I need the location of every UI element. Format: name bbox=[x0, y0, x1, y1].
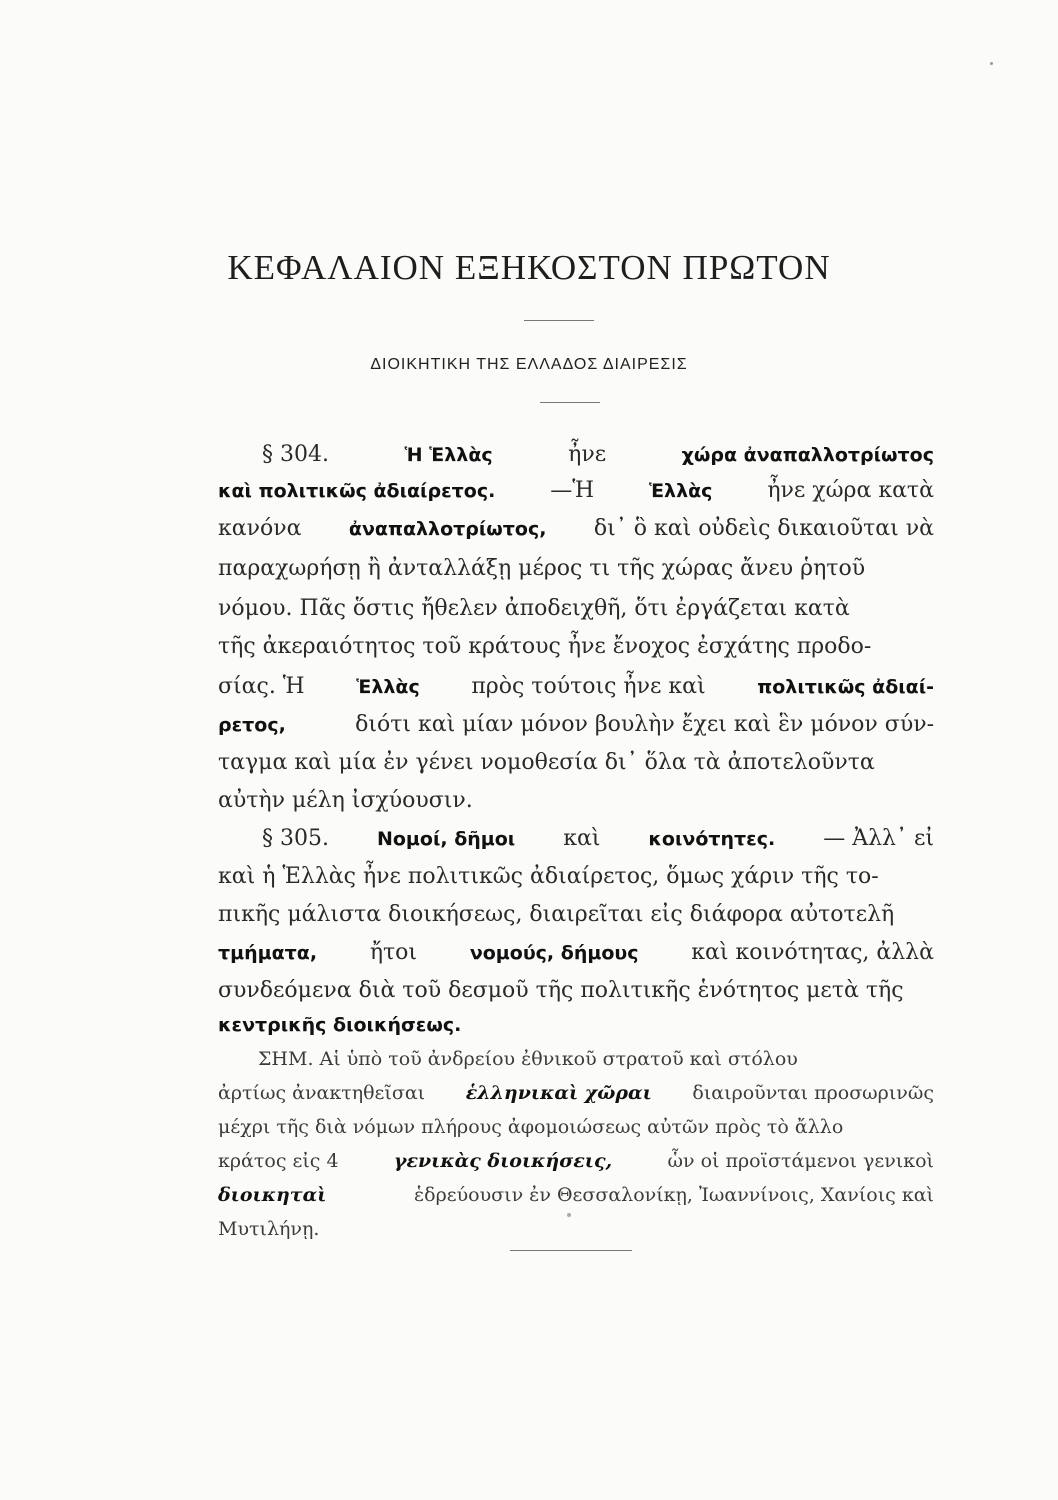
italic-term: ἑλληνικαὶ χῶραι bbox=[465, 1082, 652, 1104]
text-span: ταγμα καὶ μία ἐν γένει νομοθεσία δι᾽ ὅλα τὰ ἀποτελοῦντα bbox=[218, 750, 875, 775]
text-line bbox=[218, 750, 934, 790]
text-line bbox=[218, 788, 934, 828]
italic-term: διοικηταὶ bbox=[218, 1184, 327, 1206]
bold-term: Νομοί, δῆμοι bbox=[376, 828, 516, 850]
text-line bbox=[218, 978, 934, 1018]
italic-term: γενικὰς διοικήσεις, bbox=[393, 1150, 613, 1172]
divider-rule bbox=[540, 402, 600, 403]
text-span: ὧν οἱ προϊστάμενοι γενικοὶ bbox=[667, 1150, 934, 1172]
text-line bbox=[218, 674, 934, 714]
note-line bbox=[218, 1218, 934, 1252]
text-span: § 304. bbox=[262, 442, 329, 467]
text-span: σίας. Ἡ bbox=[218, 674, 305, 699]
text-span: ἀρτίως ἀνακτηθεῖσαι bbox=[218, 1082, 426, 1104]
text-line bbox=[218, 864, 934, 904]
note-line bbox=[218, 1048, 934, 1082]
text-span: τῆς ἀκεραιότητος τοῦ κράτους ἦνε ἔνοχος ἐσχάτης προδο- bbox=[218, 634, 872, 659]
text-span: καὶ κοινότητας, ἀλλὰ bbox=[691, 940, 934, 965]
bold-term: ἀναπαλλοτρίωτος, bbox=[348, 518, 547, 540]
bold-term: χώρα ἀναπαλλοτρίωτος bbox=[681, 444, 934, 466]
text-line bbox=[218, 478, 934, 518]
bold-term: κεντρικῆς διοικήσεως. bbox=[218, 1014, 462, 1036]
text-line bbox=[218, 556, 934, 596]
section-subtitle: ΔΙΟΙΚΗΤΙΚΗ ΤΗΣ ΕΛΛΑΔΟΣ ΔΙΑΙΡΕΣΙΣ bbox=[370, 356, 688, 373]
bold-term: νομούς, δήμους bbox=[469, 942, 639, 964]
bold-term: Ἑλλὰς bbox=[648, 480, 713, 502]
ink-dot bbox=[567, 1213, 571, 1217]
bold-term: Ἑλλὰς bbox=[356, 676, 420, 698]
bold-term: Ἡ Ἑλλὰς bbox=[404, 444, 493, 466]
bold-term: καὶ πολιτικῶς ἀδιαίρετος. bbox=[218, 480, 496, 502]
text-span: — Ἀλλ᾽ εἰ bbox=[823, 826, 934, 851]
text-span: καὶ ἡ Ἑλλὰς ἦνε πολιτικῶς ἀδιαίρετος, ὅμως χάριν τῆς το- bbox=[218, 864, 879, 889]
bold-term: τμήματα, bbox=[218, 942, 318, 964]
text-span: ἦνε bbox=[568, 442, 607, 467]
text-span: πικῆς μάλιστα διοικήσεως, διαιρεῖται εἰς διάφορα αὐτοτελῆ bbox=[218, 902, 895, 927]
text-span: κράτος εἰς 4 bbox=[218, 1150, 339, 1172]
text-span: μέχρι τῆς διὰ νόμων πλήρους ἀφομοιώσεως αὐτῶν πρὸς τὸ ἄλλο bbox=[218, 1116, 844, 1138]
text-line bbox=[218, 712, 934, 752]
text-line bbox=[218, 442, 934, 482]
text-span: ἦνε χώρα κατὰ bbox=[767, 478, 934, 503]
text-span: αὐτὴν μέλη ἰσχύουσιν. bbox=[218, 788, 473, 813]
text-span: δι᾽ ὃ καὶ οὐδεὶς δικαιοῦται νὰ bbox=[593, 516, 934, 541]
text-span: πρὸς τούτοις ἦνε καὶ bbox=[471, 674, 706, 699]
text-span: κανόνα bbox=[218, 516, 302, 541]
text-span: ἑδρεύουσιν ἐν Θεσσαλονίκῃ, Ἰωαννίνοις, Χανίοις καὶ bbox=[413, 1184, 934, 1206]
text-span: § 305. bbox=[262, 826, 329, 851]
text-span: παραχωρήσῃ ἢ ἀνταλλάξῃ μέρος τι τῆς χώρας ἄνευ ῥητοῦ bbox=[218, 556, 866, 581]
text-span: διαιροῦνται προσωρινῶς bbox=[692, 1082, 934, 1104]
note-line bbox=[218, 1184, 934, 1218]
text-span: ΣΗΜ. Αἱ ὑπὸ τοῦ ἀνδρείου ἐθνικοῦ στρατοῦ καὶ στόλου bbox=[258, 1048, 798, 1070]
bold-term: κοινότητες. bbox=[648, 828, 776, 850]
text-span: διότι καὶ μίαν μόνον βουλὴν ἔχει καὶ ἓν μόνον σύν- bbox=[355, 712, 934, 737]
text-line bbox=[218, 826, 934, 866]
text-line bbox=[218, 596, 934, 636]
text-line bbox=[218, 940, 934, 980]
end-rule bbox=[510, 1250, 632, 1251]
text-line bbox=[218, 516, 934, 556]
bold-term: πολιτικῶς ἀδιαί- bbox=[757, 676, 934, 698]
paper-speck bbox=[990, 62, 993, 65]
text-span: καὶ bbox=[563, 826, 601, 851]
text-line bbox=[218, 634, 934, 674]
bold-term: ρετος, bbox=[218, 714, 286, 736]
note-line bbox=[218, 1150, 934, 1184]
text-span: συνδεόμενα διὰ τοῦ δεσμοῦ τῆς πολιτικῆς ἑνότητος μετὰ τῆς bbox=[218, 978, 904, 1003]
note-line bbox=[218, 1116, 934, 1150]
divider-rule bbox=[524, 320, 594, 321]
text-span: ἤτοι bbox=[369, 940, 418, 965]
chapter-title: ΚΕΦΑΛΑΙΟΝ ΕΞΗΚΟΣΤΟΝ ΠΡΩΤΟΝ bbox=[227, 248, 831, 287]
text-span: Μυτιλήνῃ. bbox=[218, 1218, 320, 1240]
text-span: νόμου. Πᾶς ὅστις ἤθελεν ἀποδειχθῆ, ὅτι ἐργάζεται κατὰ bbox=[218, 596, 850, 621]
text-span: —Ἡ bbox=[550, 478, 595, 503]
note-line bbox=[218, 1082, 934, 1116]
text-line bbox=[218, 902, 934, 942]
